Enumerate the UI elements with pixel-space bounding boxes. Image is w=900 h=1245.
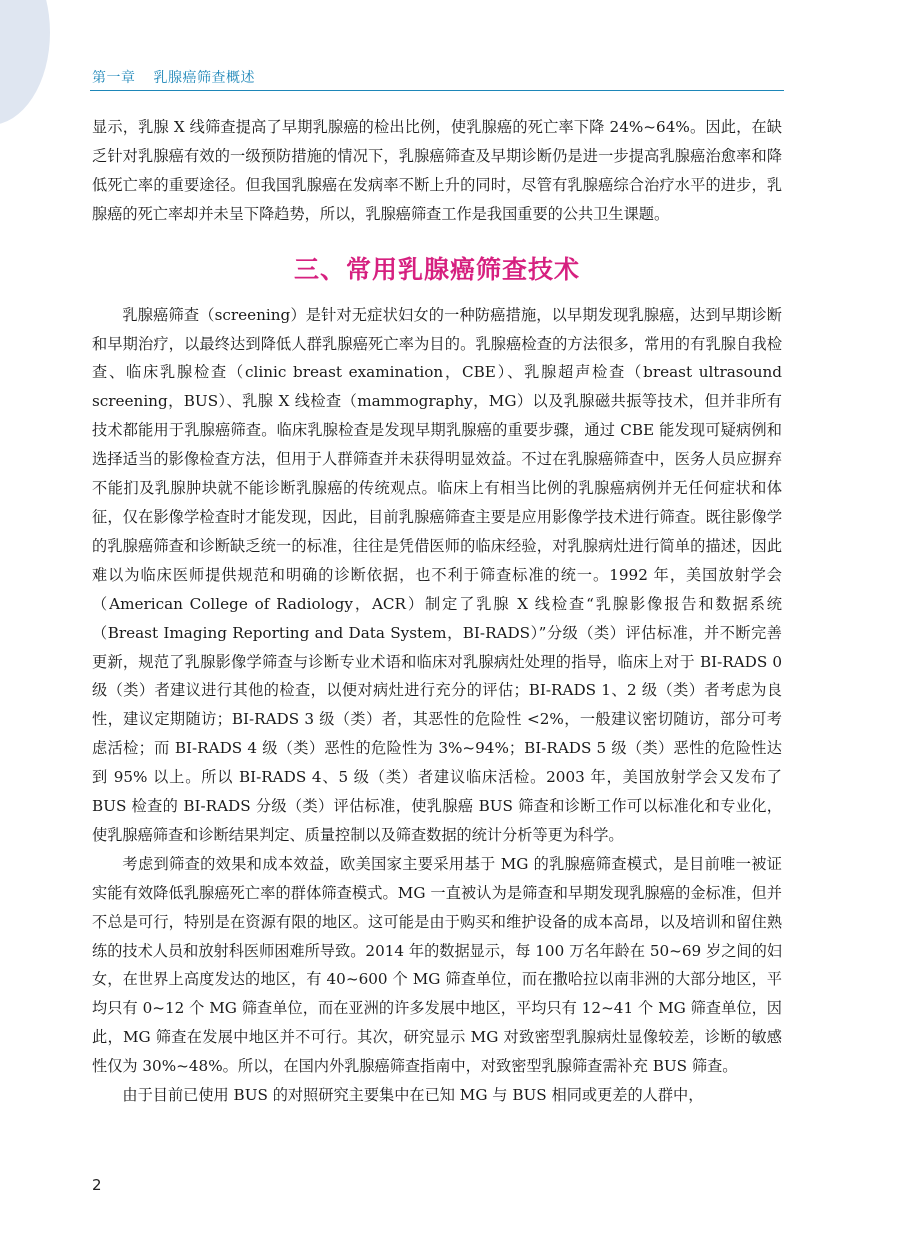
paragraph: 由于目前已使用 BUS 的对照研究主要集中在已知 MG 与 BUS 相同或更差的人群中， [122, 1086, 704, 1105]
section-heading: 三、常用乳腺癌筛查技术 [293, 254, 580, 284]
corner-decoration [0, 0, 50, 125]
chapter-title: 乳腺癌筛查概述 [153, 70, 255, 86]
page-body [92, 113, 782, 1110]
paragraph: 考虑到筛查的效果和成本效益，欧美国家主要采用基于 MG 的乳腺癌筛查模式，是目前唯一被证实能有效降低乳腺癌死亡率的群体筛查模式。MG 一直被认为是筛查和早期发现乳腺癌的金标准，但并不总是可行，特别是在资源有限的地区。这可能是由于购买和维护设备的成本高昂，以及培训和留住熟练的技术人员和放射科医师困难所导致。2014 年的数据显示，每 100 万名年龄在 50~69 岁之间的妇女，在世界上高度发达的地区，有 40~600 个 MG 筛查单位，而在撒哈拉以南非洲的大部分地区，平均只有 0~12 个 MG 筛查单位，而在亚洲的许多发展中地区，平均只有 12~41 个 MG 筛查单位，因此，MG 筛查在发展中地区并不可行。其次，研究显示 MG 对致密型乳腺病灶显像较差，诊断的敏感性仅为 30%~48%。所以，在国内外乳腺癌筛查指南中，对致密型乳腺筛查需补充 BUS 筛查。 [92, 854, 782, 1076]
header-divider [90, 90, 784, 91]
page-number: 2 [92, 1176, 102, 1194]
paragraph: 乳腺癌筛查（screening）是针对无症状妇女的一种防癌措施，以早期发现乳腺癌，达到早期诊断和早期治疗，以最终达到降低人群乳腺癌死亡率为目的。乳腺癌检查的方法很多，常用的有乳腺自我检查、临床乳腺检查（clinic breast examination，CBE）、乳腺超声检查（breast ultrasound screening，BUS）、乳腺 X 线检查（mammography，MG）以及乳腺磁共振等技术，但并非所有技术都能用于乳腺癌筛查。临床乳腺检查是发现早期乳腺癌的重要步骤，通过 CBE 能发现可疑病例和选择适当的影像检查方法，但用于人群筛查并未获得明显效益。不过在乳腺癌筛查中，医务人员应摒弃不能扪及乳腺肿块就不能诊断乳腺癌的传统观点。临床上有相当比例的乳腺癌病例并无任何症状和体征，仅在影像学检查时才能发现，因此，目前乳腺癌筛查主要是应用影像学技术进行筛查。既往影像学的乳腺癌筛查和诊断缺乏统一的标准，往往是凭借医师的临床经验，对乳腺病灶进行简单的描述，因此难以为临床医师提供规范和明确的诊断依据，也不利于筛查标准的统一。1992 年，美国放射学会（American College of Radiology，ACR）制定了乳腺 X 线检查“乳腺影像报告和数据系统（Breast Imaging Reporting and Data System，BI-RADS）”分级（类）评估标准，并不断完善更新，规范了乳腺影像学筛查与诊断专业术语和临床对乳腺病灶处理的指导，临床上对于 BI-RADS 0 级（类）者建议进行其他的检查，以便对病灶进行充分的评估；BI-RADS 1、2 级（类）者考虑为良性，建议定期随访；BI-RADS 3 级（类）者，其恶性的危险性 <2%，一般建议密切随访，部分可考虑活检；而 BI-RADS 4 级（类）恶性的危险性为 3%~94%；BI-RADS 5 级（类）恶性的危险性达到 95% 以上。所以 BI-RADS 4、5 级（类）者建议临床活检。2003 年，美国放射学会又发布了 BUS 检查的 BI-RADS 分级（类）评估标准，使乳腺癌 BUS 筛查和诊断工作可以标准化和专业化，使乳腺癌筛查和诊断结果判定、质量控制以及筛查数据的统计分析等更为科学。 [92, 305, 782, 844]
running-header [92, 67, 255, 87]
chapter-number: 第一章 [92, 70, 136, 86]
paragraph-continued: 显示，乳腺 X 线筛查提高了早期乳腺癌的检出比例，使乳腺癌的死亡率下降 24%~64%。因此，在缺乏针对乳腺癌有效的一级预防措施的情况下，乳腺癌筛查及早期诊断仍是进一步提高乳腺癌治愈率和降低死亡率的重要途径。但我国乳腺癌在发病率不断上升的同时，尽管有乳腺癌综合治疗水平的进步，乳腺癌的死亡率却并未呈下降趋势，所以，乳腺癌筛查工作是我国重要的公共卫生课题。 [92, 118, 782, 223]
